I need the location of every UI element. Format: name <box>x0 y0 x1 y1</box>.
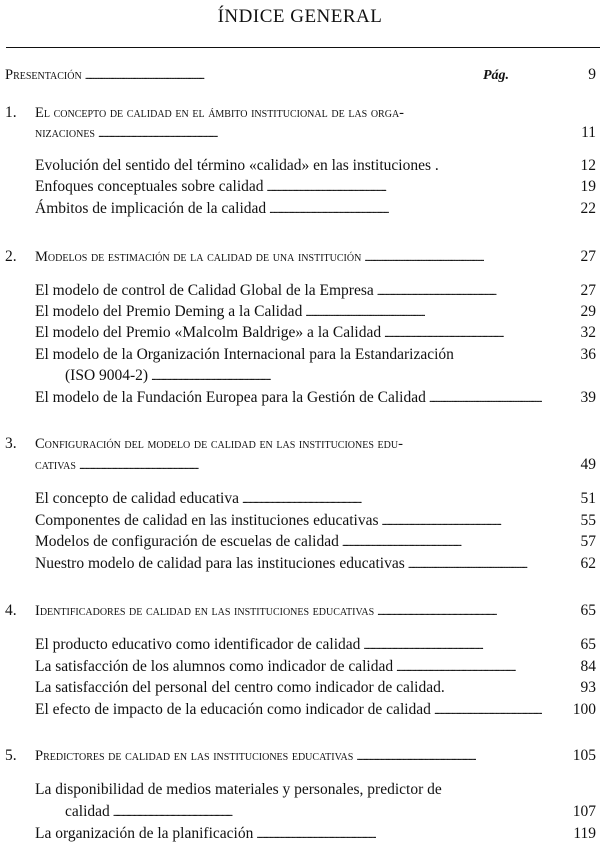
leader-dots <box>384 324 542 343</box>
toc-entry-section[interactable] <box>35 533 545 552</box>
section-title: El modelo de control de Calidad Global de la Empresa <box>35 282 374 299</box>
toc-page-number: 93 <box>580 679 596 696</box>
chapter-number: 4. <box>5 602 17 619</box>
toc-page-number: 36 <box>580 346 596 363</box>
leader-dots <box>356 747 542 766</box>
chapter-title-text: cativas <box>35 457 76 473</box>
section-title: Componentes de calidad en las instituciones educativas <box>35 512 379 529</box>
toc-entry-section[interactable] <box>35 636 545 655</box>
chapter-title-text: Modelos de estimación de la calidad de una institución <box>35 249 362 265</box>
leader-dots <box>269 200 542 219</box>
section-title: Nuestro modelo de calidad para las instituciones educativas <box>35 555 405 572</box>
leader-dots <box>151 367 542 386</box>
toc-page-number: 27 <box>580 282 596 299</box>
leader-dots <box>242 490 542 509</box>
toc-page-number: 51 <box>580 490 596 507</box>
section-title: Ámbitos de implicación de la calidad <box>35 200 267 217</box>
toc-page-number: 49 <box>580 456 596 473</box>
toc-entry-section[interactable] <box>35 555 545 574</box>
toc-page-number: 29 <box>580 303 596 320</box>
section-title: El modelo de la Organización Internacional para la Estandarización <box>35 346 454 363</box>
section-title: La organización de la planificación <box>35 825 254 842</box>
chapter-number: 3. <box>5 435 17 452</box>
leader-dots <box>342 533 542 552</box>
section-title: El modelo del Premio Deming a la Calidad <box>35 303 303 320</box>
leader-dots <box>364 248 542 267</box>
chapter-title-text: Identificadores de calidad en las instituciones educativas <box>35 603 375 619</box>
toc-entry-label: Presentación <box>5 67 82 83</box>
section-title: Modelos de configuración de escuelas de calidad <box>35 533 339 550</box>
toc-entry-chapter[interactable] <box>35 456 545 475</box>
toc-page-number: 65 <box>580 602 596 619</box>
toc-entry-continuation <box>65 803 545 822</box>
section-title: La satisfacción de los alumnos como indicador de calidad <box>35 658 394 675</box>
toc-entry-section[interactable] <box>35 512 545 531</box>
leader-dots <box>429 389 542 408</box>
toc-entry-chapter[interactable] <box>35 747 545 766</box>
leader-dots <box>305 303 542 322</box>
toc-entry-section[interactable] <box>35 781 442 799</box>
toc-page-number: 65 <box>580 636 596 653</box>
leader-dots <box>408 555 542 574</box>
toc-page-number: 22 <box>580 200 596 217</box>
chapter-title-line[interactable] <box>35 104 404 122</box>
leader-dots <box>377 282 542 301</box>
toc-entry-section[interactable] <box>35 200 545 219</box>
toc-page-number: 84 <box>580 658 596 675</box>
toc-page-number: 62 <box>580 555 596 572</box>
section-title: Evolución del sentido del término «calidad» en las instituciones . <box>35 157 439 174</box>
toc-page-number: 12 <box>580 157 596 174</box>
toc-page-number: 100 <box>572 701 596 718</box>
leader-dots <box>363 636 542 655</box>
toc-page-number: 11 <box>581 124 596 141</box>
section-title: El modelo de la Fundación Europea para la Gestión de Calidad <box>35 389 426 406</box>
toc-page-number: 27 <box>580 248 596 265</box>
section-title: El concepto de calidad educativa <box>35 490 239 507</box>
toc-entry-section[interactable] <box>35 303 545 322</box>
toc-entry-continuation <box>65 367 545 386</box>
toc-page-number: 39 <box>580 389 596 406</box>
leader-dots <box>396 658 542 677</box>
leader-dots <box>85 66 480 85</box>
chapter-title-line[interactable] <box>35 435 403 453</box>
leader-dots <box>79 456 542 475</box>
leader-dots <box>377 602 542 621</box>
leader-dots <box>113 803 542 822</box>
section-title: El producto educativo como identificador de calidad <box>35 636 361 653</box>
section-title: La satisfacción del personal del centro como indicador de calidad. <box>35 679 445 696</box>
toc-entry-section[interactable] <box>35 178 545 197</box>
page-title: ÍNDICE GENERAL <box>217 6 383 27</box>
toc-page-number: 119 <box>573 825 596 842</box>
chapter-title-text: El concepto de calidad en el ámbito institucional de las orga- <box>35 105 404 121</box>
toc-entry-chapter[interactable] <box>35 602 545 621</box>
chapter-number: 1. <box>5 104 17 121</box>
toc-entry-section[interactable] <box>35 346 454 364</box>
section-title: La disponibilidad de medios materiales y personales, predictor de <box>35 781 442 798</box>
toc-entry-section[interactable] <box>35 490 545 509</box>
toc-entry-section[interactable] <box>35 157 550 174</box>
toc-entry-section[interactable] <box>35 282 545 301</box>
toc-entry-presentacion[interactable] <box>5 66 545 85</box>
toc-entry-section[interactable] <box>35 679 550 696</box>
toc-entry-section[interactable] <box>35 825 545 844</box>
chapter-title-text: nizaciones <box>35 125 95 141</box>
section-title: El efecto de impacto de la educación como indicador de calidad <box>35 701 431 718</box>
toc-page-number: 9 <box>588 66 596 83</box>
section-title: Enfoques conceptuales sobre calidad <box>35 178 264 195</box>
section-title: El modelo del Premio «Malcolm Baldrige» a la Calidad <box>35 324 382 341</box>
chapter-number: 2. <box>5 248 17 265</box>
title-divider <box>6 47 600 48</box>
toc-entry-section[interactable] <box>35 324 545 343</box>
leader-dots <box>382 512 543 531</box>
chapter-title-text: Predictores de calidad en las instituciones educativas <box>35 748 354 764</box>
section-title: calidad <box>65 803 110 820</box>
leader-dots <box>98 124 542 143</box>
pag-label: Pág. <box>482 68 509 83</box>
toc-page-number: 32 <box>580 324 596 341</box>
leader-dots <box>256 825 542 844</box>
toc-page-number: 19 <box>580 178 596 195</box>
toc-entry-chapter[interactable] <box>35 124 545 143</box>
toc-page-number: 107 <box>572 803 596 820</box>
toc-entry-section[interactable] <box>35 389 545 408</box>
leader-dots <box>267 178 542 197</box>
toc-page-number: 57 <box>580 533 596 550</box>
toc-page-number: 55 <box>580 512 596 529</box>
toc-page-number: 105 <box>572 747 596 764</box>
chapter-title-text: Configuración del modelo de calidad en las instituciones edu- <box>35 436 403 452</box>
leader-dots <box>434 701 542 720</box>
section-title: (ISO 9004-2) <box>65 367 149 384</box>
toc-entry-section[interactable] <box>35 658 545 677</box>
chapter-number: 5. <box>5 747 17 764</box>
toc-entry-section[interactable] <box>35 701 545 720</box>
toc-entry-chapter[interactable] <box>35 248 545 267</box>
